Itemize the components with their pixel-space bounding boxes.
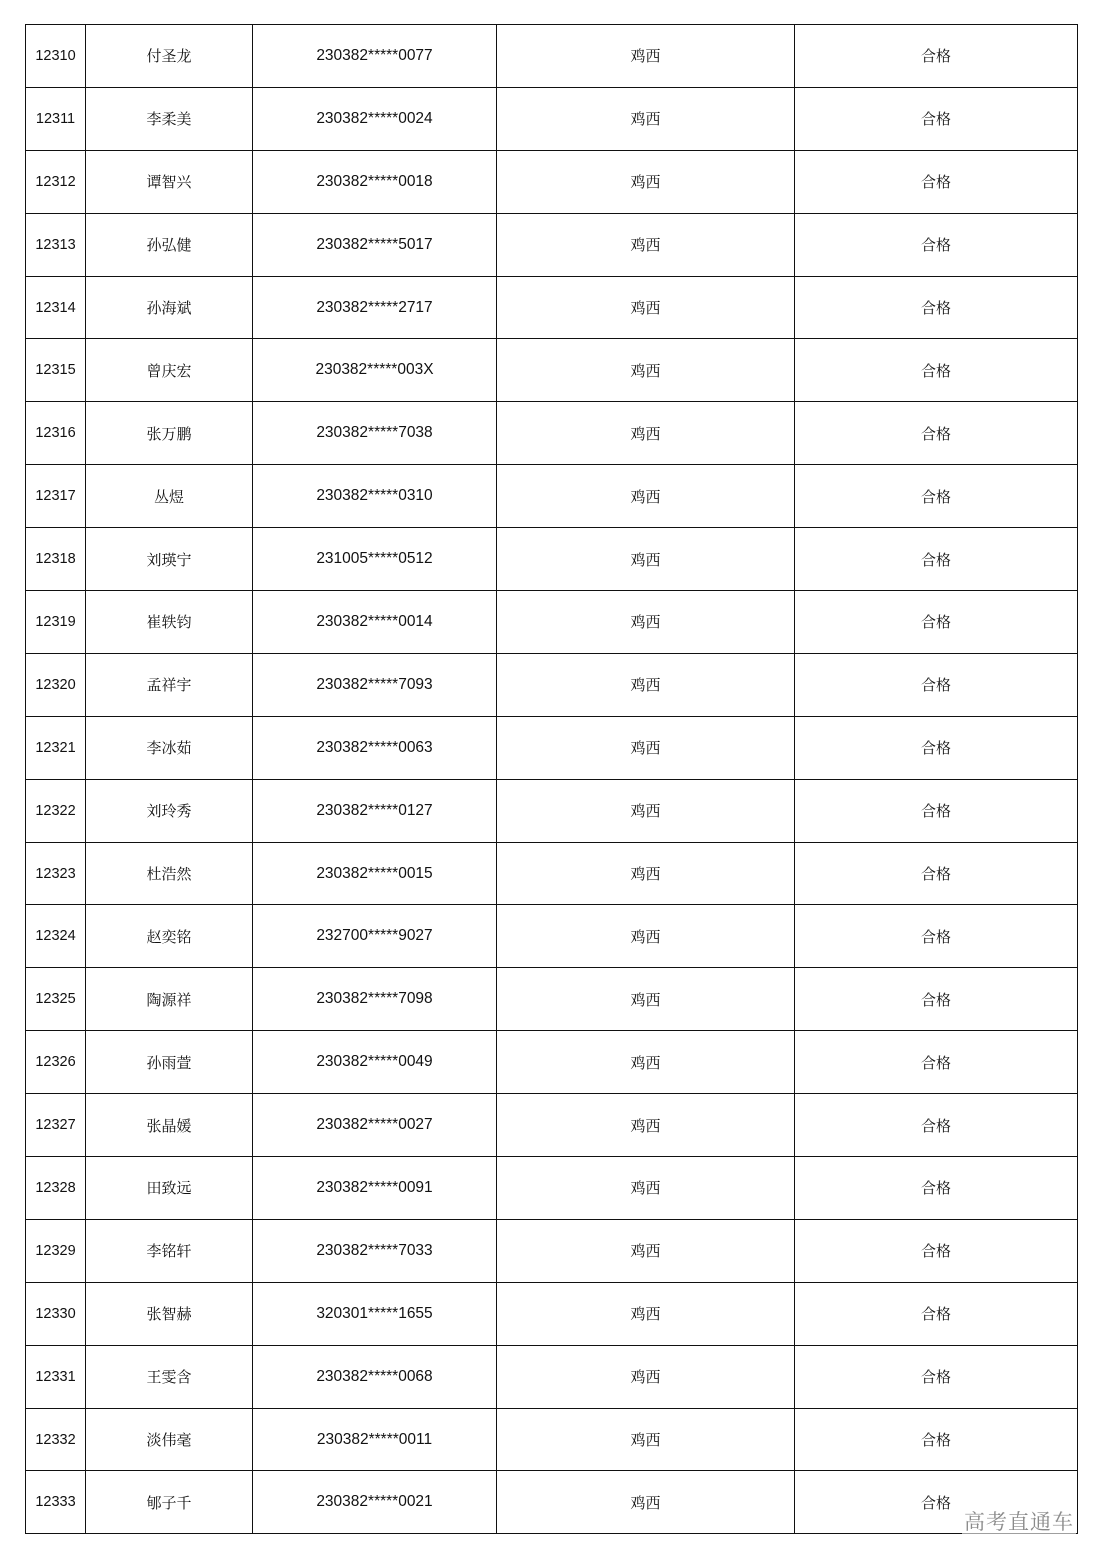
cell-result: 合格 [795, 402, 1078, 465]
table-row [26, 1408, 1078, 1471]
cell-result: 合格 [795, 213, 1078, 276]
cell-seq: 12333 [26, 1471, 86, 1534]
cell-seq: 12332 [26, 1408, 86, 1471]
cell-id-number: 230382*****003X [253, 339, 497, 402]
cell-id-number: 230382*****5017 [253, 213, 497, 276]
cell-result: 合格 [795, 1471, 1078, 1534]
table-row [26, 276, 1078, 339]
table-row [26, 25, 1078, 88]
table-row [26, 150, 1078, 213]
cell-result: 合格 [795, 968, 1078, 1031]
cell-name: 刘玲秀 [86, 779, 253, 842]
cell-result: 合格 [795, 1219, 1078, 1282]
table-row [26, 402, 1078, 465]
cell-seq: 12329 [26, 1219, 86, 1282]
cell-region: 鸡西 [497, 842, 795, 905]
cell-seq: 12331 [26, 1345, 86, 1408]
cell-id-number: 230382*****0011 [253, 1408, 497, 1471]
cell-region: 鸡西 [497, 276, 795, 339]
cell-region: 鸡西 [497, 1282, 795, 1345]
cell-region: 鸡西 [497, 905, 795, 968]
cell-region: 鸡西 [497, 213, 795, 276]
cell-name: 刘瑛宁 [86, 528, 253, 591]
table-row [26, 716, 1078, 779]
cell-name: 淡伟毫 [86, 1408, 253, 1471]
cell-result: 合格 [795, 653, 1078, 716]
cell-seq: 12321 [26, 716, 86, 779]
cell-result: 合格 [795, 1094, 1078, 1157]
cell-id-number: 230382*****7098 [253, 968, 497, 1031]
cell-name: 李冰茹 [86, 716, 253, 779]
cell-seq: 12322 [26, 779, 86, 842]
cell-result: 合格 [795, 905, 1078, 968]
cell-name: 王雯含 [86, 1345, 253, 1408]
cell-seq: 12317 [26, 465, 86, 528]
cell-result: 合格 [795, 25, 1078, 88]
cell-region: 鸡西 [497, 1157, 795, 1220]
cell-id-number: 230382*****0024 [253, 87, 497, 150]
cell-name: 张晶媛 [86, 1094, 253, 1157]
cell-seq: 12327 [26, 1094, 86, 1157]
cell-seq: 12325 [26, 968, 86, 1031]
cell-seq: 12312 [26, 150, 86, 213]
cell-id-number: 230382*****0310 [253, 465, 497, 528]
cell-region: 鸡西 [497, 465, 795, 528]
table-row [26, 1471, 1078, 1534]
cell-result: 合格 [795, 528, 1078, 591]
cell-region: 鸡西 [497, 1031, 795, 1094]
cell-result: 合格 [795, 87, 1078, 150]
cell-seq: 12320 [26, 653, 86, 716]
cell-name: 李铭轩 [86, 1219, 253, 1282]
cell-name: 陶源祥 [86, 968, 253, 1031]
table-row [26, 87, 1078, 150]
cell-name: 张万鹏 [86, 402, 253, 465]
cell-result: 合格 [795, 842, 1078, 905]
cell-name: 孙雨萱 [86, 1031, 253, 1094]
cell-name: 孙弘健 [86, 213, 253, 276]
cell-result: 合格 [795, 1282, 1078, 1345]
cell-result: 合格 [795, 276, 1078, 339]
table-row [26, 968, 1078, 1031]
cell-name: 李柔美 [86, 87, 253, 150]
results-table [25, 24, 1078, 1534]
cell-seq: 12323 [26, 842, 86, 905]
cell-seq: 12314 [26, 276, 86, 339]
cell-region: 鸡西 [497, 968, 795, 1031]
cell-seq: 12319 [26, 591, 86, 654]
cell-name: 张智赫 [86, 1282, 253, 1345]
table-row [26, 591, 1078, 654]
cell-region: 鸡西 [497, 653, 795, 716]
table-row [26, 1219, 1078, 1282]
cell-seq: 12326 [26, 1031, 86, 1094]
table-row [26, 1157, 1078, 1220]
cell-region: 鸡西 [497, 87, 795, 150]
cell-result: 合格 [795, 716, 1078, 779]
cell-result: 合格 [795, 1031, 1078, 1094]
cell-id-number: 230382*****0014 [253, 591, 497, 654]
table-row [26, 1094, 1078, 1157]
results-table-body [26, 25, 1078, 1534]
cell-result: 合格 [795, 1157, 1078, 1220]
cell-id-number: 230382*****0015 [253, 842, 497, 905]
cell-region: 鸡西 [497, 150, 795, 213]
cell-seq: 12310 [26, 25, 86, 88]
cell-id-number: 230382*****0091 [253, 1157, 497, 1220]
table-row [26, 1031, 1078, 1094]
table-row [26, 905, 1078, 968]
cell-seq: 12318 [26, 528, 86, 591]
table-row [26, 465, 1078, 528]
cell-result: 合格 [795, 591, 1078, 654]
cell-region: 鸡西 [497, 339, 795, 402]
cell-id-number: 320301*****1655 [253, 1282, 497, 1345]
table-row [26, 213, 1078, 276]
cell-region: 鸡西 [497, 1094, 795, 1157]
cell-seq: 12316 [26, 402, 86, 465]
cell-seq: 12328 [26, 1157, 86, 1220]
table-row [26, 653, 1078, 716]
cell-region: 鸡西 [497, 528, 795, 591]
cell-seq: 12315 [26, 339, 86, 402]
watermark-text: 高考直通车 [962, 1506, 1076, 1536]
cell-name: 杜浩然 [86, 842, 253, 905]
cell-id-number: 230382*****0018 [253, 150, 497, 213]
cell-result: 合格 [795, 339, 1078, 402]
cell-name: 田致远 [86, 1157, 253, 1220]
cell-result: 合格 [795, 1345, 1078, 1408]
cell-seq: 12324 [26, 905, 86, 968]
cell-name: 孙海斌 [86, 276, 253, 339]
cell-region: 鸡西 [497, 1345, 795, 1408]
cell-id-number: 230382*****7093 [253, 653, 497, 716]
table-row [26, 842, 1078, 905]
cell-result: 合格 [795, 150, 1078, 213]
table-row [26, 1345, 1078, 1408]
cell-region: 鸡西 [497, 591, 795, 654]
cell-id-number: 230382*****0027 [253, 1094, 497, 1157]
table-row [26, 779, 1078, 842]
cell-region: 鸡西 [497, 716, 795, 779]
cell-name: 崔轶钧 [86, 591, 253, 654]
cell-result: 合格 [795, 465, 1078, 528]
cell-region: 鸡西 [497, 1219, 795, 1282]
cell-seq: 12311 [26, 87, 86, 150]
cell-name: 郇子千 [86, 1471, 253, 1534]
cell-id-number: 230382*****0127 [253, 779, 497, 842]
cell-result: 合格 [795, 779, 1078, 842]
cell-region: 鸡西 [497, 402, 795, 465]
table-row [26, 339, 1078, 402]
cell-result: 合格 [795, 1408, 1078, 1471]
cell-name: 谭智兴 [86, 150, 253, 213]
cell-seq: 12313 [26, 213, 86, 276]
cell-region: 鸡西 [497, 1471, 795, 1534]
cell-name: 曾庆宏 [86, 339, 253, 402]
cell-id-number: 230382*****2717 [253, 276, 497, 339]
cell-id-number: 230382*****0063 [253, 716, 497, 779]
cell-name: 付圣龙 [86, 25, 253, 88]
cell-region: 鸡西 [497, 25, 795, 88]
table-row [26, 528, 1078, 591]
cell-id-number: 230382*****0049 [253, 1031, 497, 1094]
cell-id-number: 232700*****9027 [253, 905, 497, 968]
cell-name: 孟祥宇 [86, 653, 253, 716]
table-row [26, 1282, 1078, 1345]
cell-id-number: 230382*****0021 [253, 1471, 497, 1534]
cell-seq: 12330 [26, 1282, 86, 1345]
cell-id-number: 230382*****7033 [253, 1219, 497, 1282]
cell-id-number: 230382*****0068 [253, 1345, 497, 1408]
cell-region: 鸡西 [497, 1408, 795, 1471]
cell-name: 丛煜 [86, 465, 253, 528]
cell-id-number: 230382*****0077 [253, 25, 497, 88]
cell-id-number: 231005*****0512 [253, 528, 497, 591]
cell-id-number: 230382*****7038 [253, 402, 497, 465]
cell-region: 鸡西 [497, 779, 795, 842]
cell-name: 赵奕铭 [86, 905, 253, 968]
